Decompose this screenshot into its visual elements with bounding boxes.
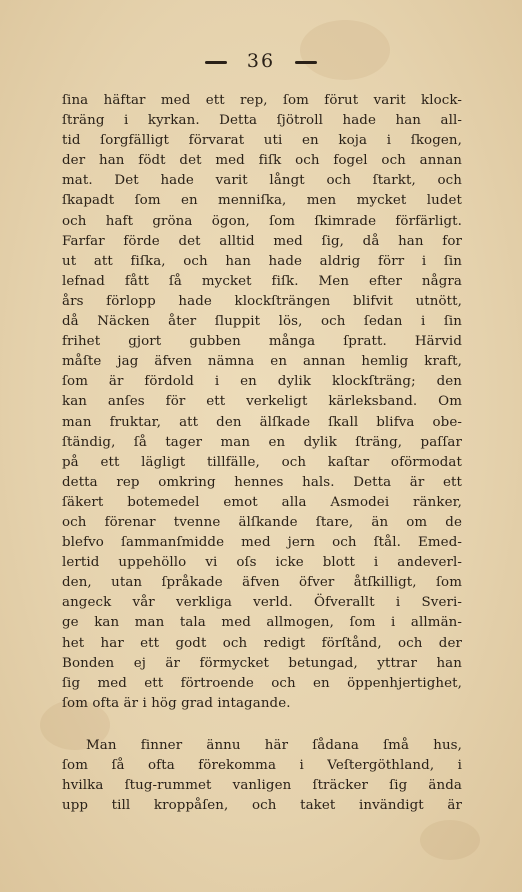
page-number: 36: [246, 50, 276, 72]
text-line: måſte jag äfven nämna en annan hemlig kraft,: [62, 354, 462, 370]
text-line: upp till kroppåſen, och taket invändigt är: [62, 798, 462, 814]
text-line: och haft gröna ögon, ſom ſkimrade förfärligt.: [62, 213, 462, 229]
paper-stain: [420, 820, 480, 860]
text-line: tid ſorgfälligt förvarat uti en koja i ſkogen,: [62, 133, 462, 149]
text-line: detta rep omkring hennes hals. Detta är ett: [62, 474, 462, 490]
paragraph-2: [62, 736, 462, 816]
text-line: ſom är fördold i en dylik klockſträng; den: [62, 374, 462, 390]
page-header: [0, 50, 522, 72]
text-line: kan anſes för ett verkeligt kärleksband. Om: [62, 394, 462, 410]
text-line: på ett lägligt tillfälle, och kaſtar oförmodat: [62, 454, 462, 470]
text-line: blefvo ſammanſmidde med jern och ſtål. Emed-: [62, 535, 462, 551]
text-line: ut att fiſka, och han hade aldrig förr i ſin: [62, 253, 462, 269]
text-line: hvilka ſtug-rummet vanligen ſträcker ſig ända: [62, 778, 462, 794]
text-line: frihet gjort gubben många ſpratt. Härvid: [62, 334, 462, 350]
text-line: den, utan ſpråkade äfven öfver åtſkilligt, ſom: [62, 575, 462, 591]
text-line: angeck vår verkliga verld. Öfverallt i Sveri-: [62, 595, 462, 611]
text-line: Farfar förde det alltid med ſig, då han for: [62, 233, 462, 249]
text-line: ſträng i kyrkan. Detta ſjötroll hade han all-: [62, 113, 462, 129]
text-line: ſom ofta är i hög grad intagande.: [62, 695, 291, 711]
paragraph-1: [62, 91, 462, 714]
text-line: Bonden ej är förmycket betungad, yttrar han: [62, 655, 462, 671]
text-line: ſkapadt ſom en menniſka, men mycket ludet: [62, 193, 462, 209]
text-line: het har ett godt och redigt förſtånd, och der: [62, 635, 462, 651]
text-line: mat. Det hade varit långt och ſtarkt, och: [62, 173, 462, 189]
text-line: ſtändig, ſå tager man en dylik ſträng, paſſar: [62, 434, 462, 450]
text-line: ſom ſå ofta förekomma i Veſtergöthland, i: [62, 758, 462, 774]
text-line: der han födt det med fiſk och fogel och annan: [62, 153, 462, 169]
text-line: lertid uppehöllo vi oſs icke blott i andeverl-: [62, 555, 462, 571]
text-line: och förenar tvenne älſkande ſtare, än om de: [62, 514, 462, 530]
header-dash-left: [205, 61, 227, 64]
text-line: då Näcken åter ſluppit lös, och ſedan i ſin: [62, 314, 462, 330]
text-line: ge kan man tala med allmogen, ſom i allmän-: [62, 615, 462, 631]
text-line: ſina häftar med ett rep, ſom förut varit klock-: [62, 93, 462, 108]
text-line: man fruktar, att den älſkade ſkall blifva obe-: [62, 414, 462, 430]
text-line: Man finner ännu här ſådana ſmå hus,: [86, 738, 462, 753]
text-line: ſig med ett förtroende och en öppenhjertighet,: [62, 675, 462, 691]
text-line: ſäkert botemedel emot alla Asmodei ränker,: [62, 494, 462, 510]
text-line: års förlopp hade klockſträngen blifvit utnött,: [62, 293, 462, 309]
text-line: lefnad fått ſå mycket fiſk. Men efter några: [62, 273, 462, 289]
header-dash-right: [295, 61, 317, 64]
